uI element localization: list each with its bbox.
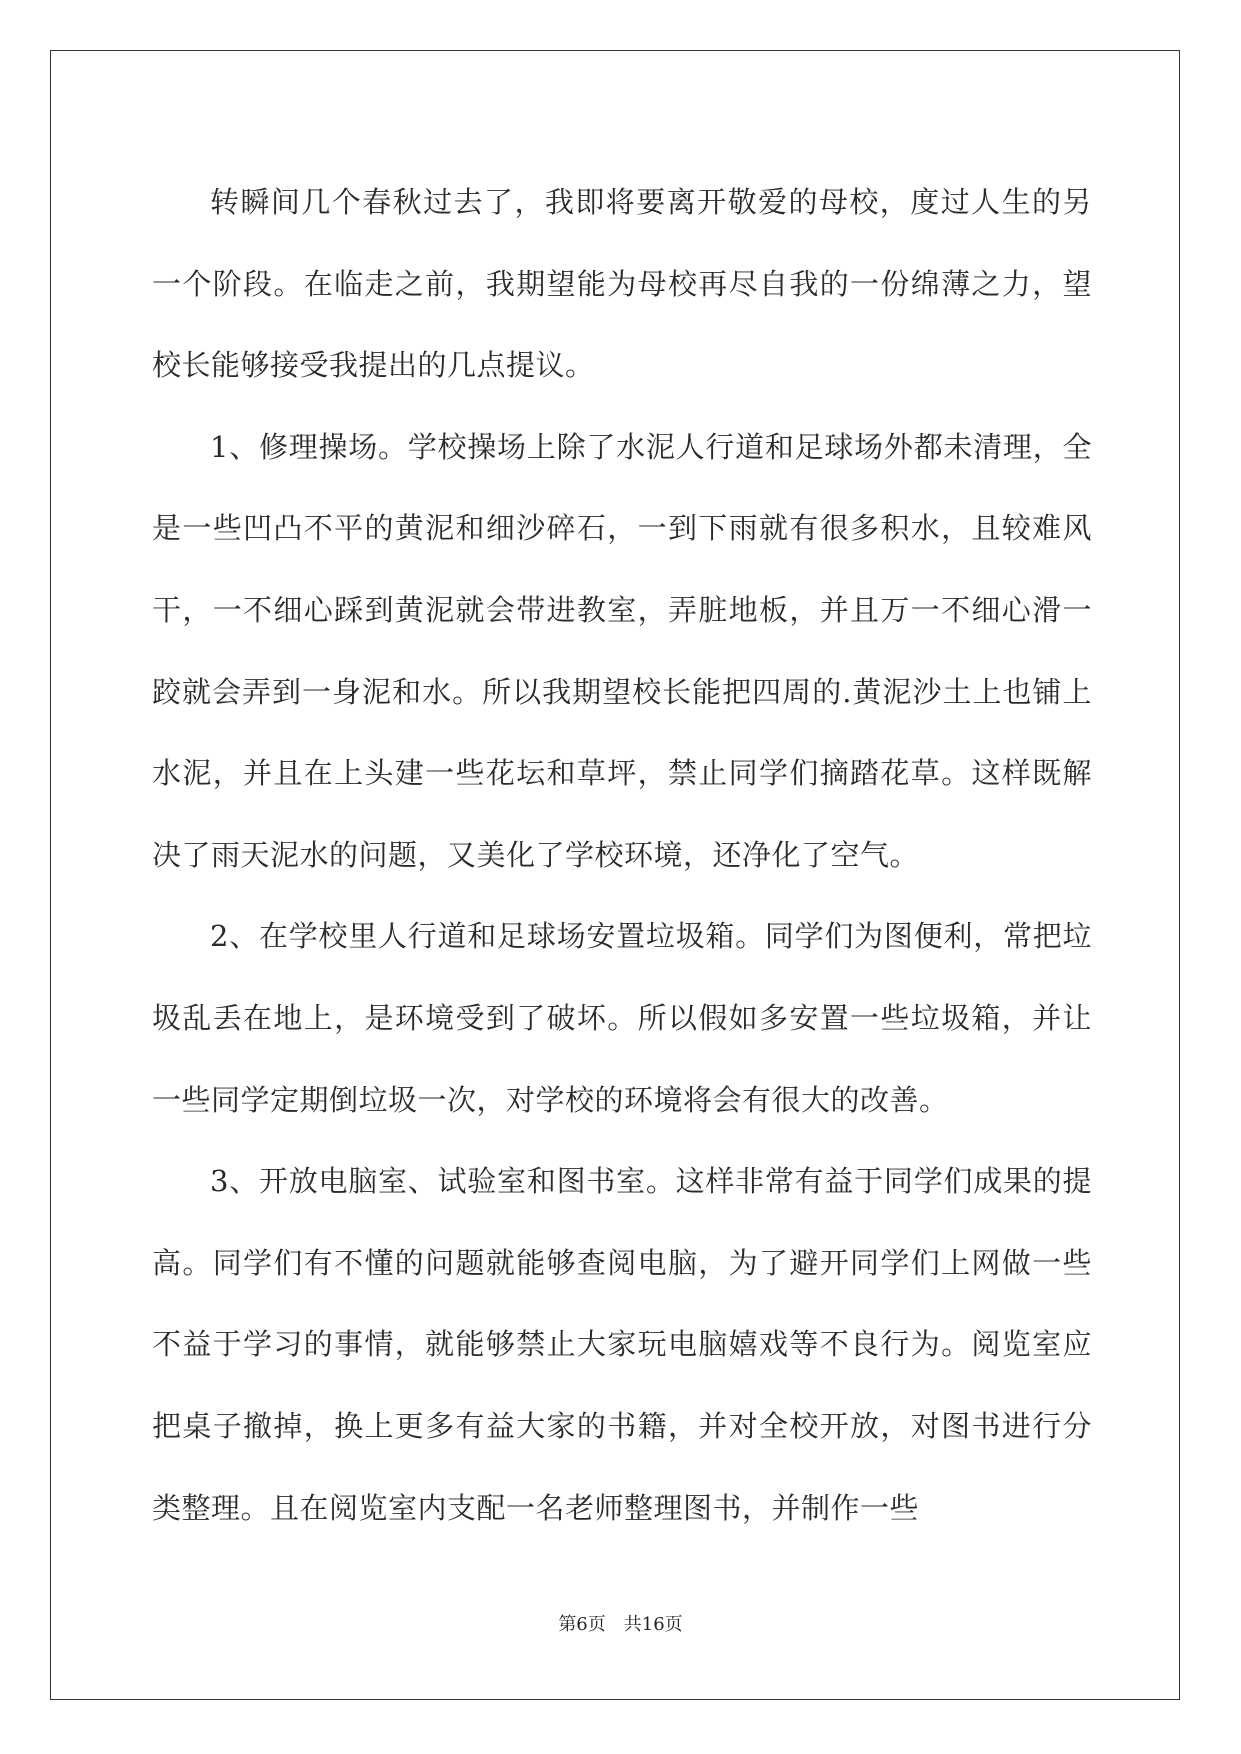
document-body	[152, 162, 1092, 1549]
page-total: 共16页	[623, 1614, 683, 1635]
paragraph-suggestion-3: 3、开放电脑室、试验室和图书室。这样非常有益于同学们成果的提高。同学们有不懂的问题就能够查阅电脑，为了避开同学们上网做一些不益于学习的事情，就能够禁止大家玩电脑嬉戏等不良行为。阅览室应把桌子撤掉，换上更多有益大家的书籍，并对全校开放，对图书进行分类整理。且在阅览室内支配一名老师整理图书，并制作一些	[152, 1164, 1092, 1525]
page-footer	[0, 1613, 1241, 1637]
paragraph-intro: 转瞬间几个春秋过去了，我即将要离开敬爱的母校，度过人生的另一个阶段。在临走之前，我期望能为母校再尽自我的一份绵薄之力，望校长能够接受我提出的几点提议。	[152, 185, 1092, 383]
paragraph-suggestion-2: 2、在学校里人行道和足球场安置垃圾箱。同学们为图便利，常把垃圾乱丢在地上，是环境受到了破坏。所以假如多安置一些垃圾箱，并让一些同学定期倒垃圾一次，对学校的环境将会有很大的改善。	[152, 919, 1092, 1117]
page-number: 第6页	[558, 1614, 606, 1635]
paragraph-suggestion-1: 1、修理操场。学校操场上除了水泥人行道和足球场外都未清理，全是一些凹凸不平的黄泥和细沙碎石，一到下雨就有很多积水，且较难风干，一不细心踩到黄泥就会带进教室，弄脏地板，并且万一不细心滑一跤就会弄到一身泥和水。所以我期望校长能把四周的.黄泥沙土上也铺上水泥，并且在上头建一些花坛和草坪，禁止同学们摘踏花草。这样既解决了雨天泥水的问题，又美化了学校环境，还净化了空气。	[152, 429, 1092, 872]
